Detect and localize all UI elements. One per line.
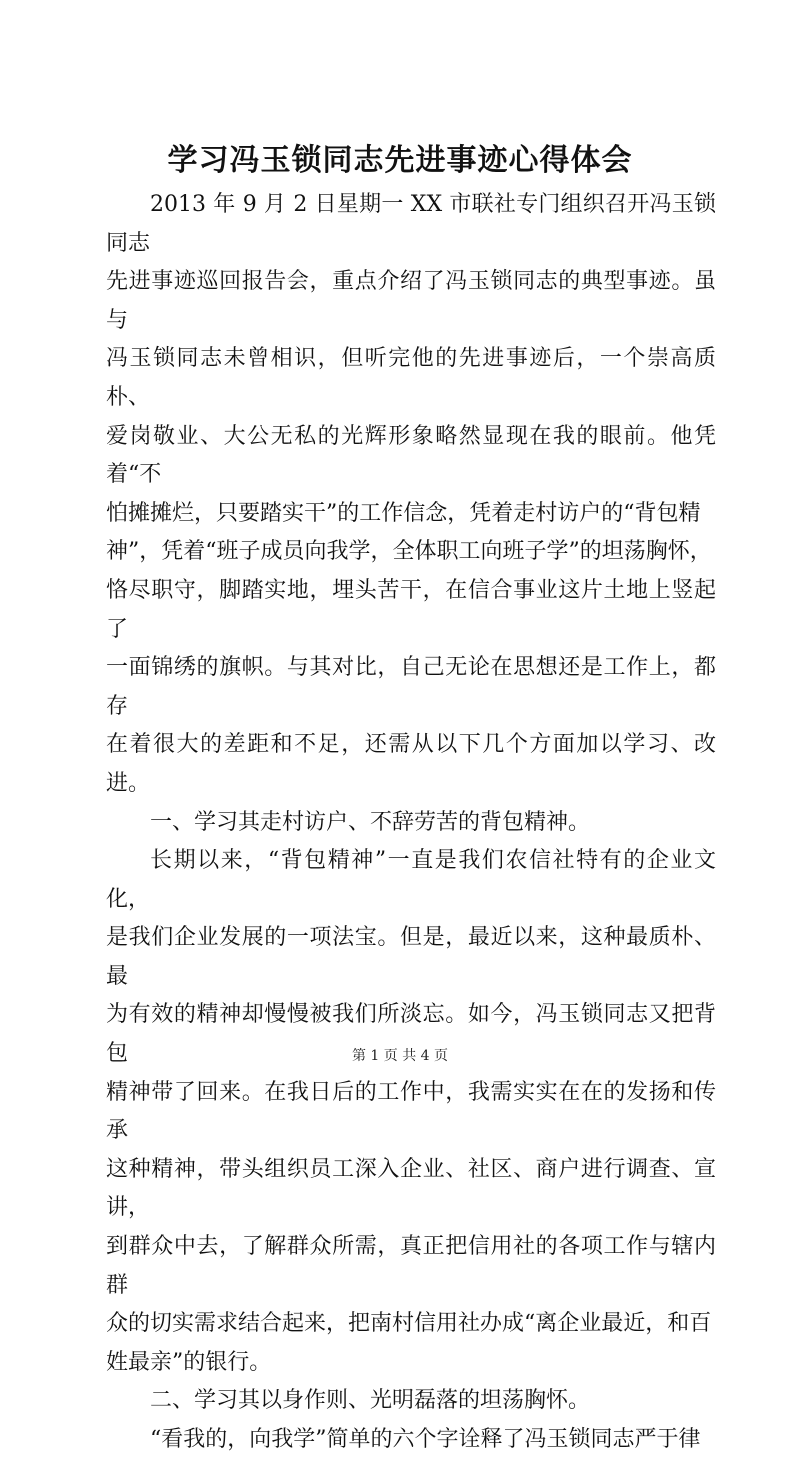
document-title: 学习冯玉锁同志先进事迹心得体会 (167, 143, 633, 178)
paragraph-lead-by-example: “看我的，向我学”简单的六个字诠释了冯玉锁同志严于律 (150, 1427, 701, 1452)
document-body (106, 186, 716, 1460)
paragraph-intro: 2013 年 9 月 2 日星期一 XX 市联社专门组织召开冯玉锁同志 先进事迹巡回报告会，重点介绍了冯玉锁同志的典型事迹。虽与 冯玉锁同志未曾相识，但听完他的先进事迹后，一个崇高质朴、 爱岗敬业、大公无私的光辉形象略然显现在我的眼前。他凭着“不 怕摊摊烂，只要踏实干”的工作信念，凭着走村访户的“背包精 神”，凭着“班子成员向我学，全体职工向班子学”的坦荡胸怀， 恪尽职守，脚踏实地，埋头苦干，在信合事业这片土地上竖起了 一面锦绣的旗帜。与其对比，自己无论在思想还是工作上，都存 在着很大的差距和不足，还需从以下几个方面加以学习、改进。 (106, 192, 716, 796)
page-footer: 第 1 页 共 4 页 (351, 1048, 449, 1064)
paragraph-backpack-spirit: 长期以来，“背包精神”一直是我们农信社特有的企业文化， 是我们企业发展的一项法宝。但是，最近以来，这种最质朴、最 为有效的精神却慢慢被我们所淡忘。如今，冯玉锁同志又把背包 精神带了回来。在我日后的工作中，我需实实在在的发扬和传承 这种精神，带头组织员工深入企业、社区、商户进行调查、宣讲， 到群众中去，了解群众所需，真正把信用社的各项工作与辖内群 众的切实需求结合起来，把南村信用社办成“离企业最近，和百 姓最亲”的银行。 (106, 848, 716, 1375)
section-heading-one: 一、学习其走村访户、不辞劳苦的背包精神。 (150, 809, 591, 835)
section-heading-two: 二、学习其以身作则、光明磊落的坦荡胸怀。 (150, 1388, 591, 1414)
